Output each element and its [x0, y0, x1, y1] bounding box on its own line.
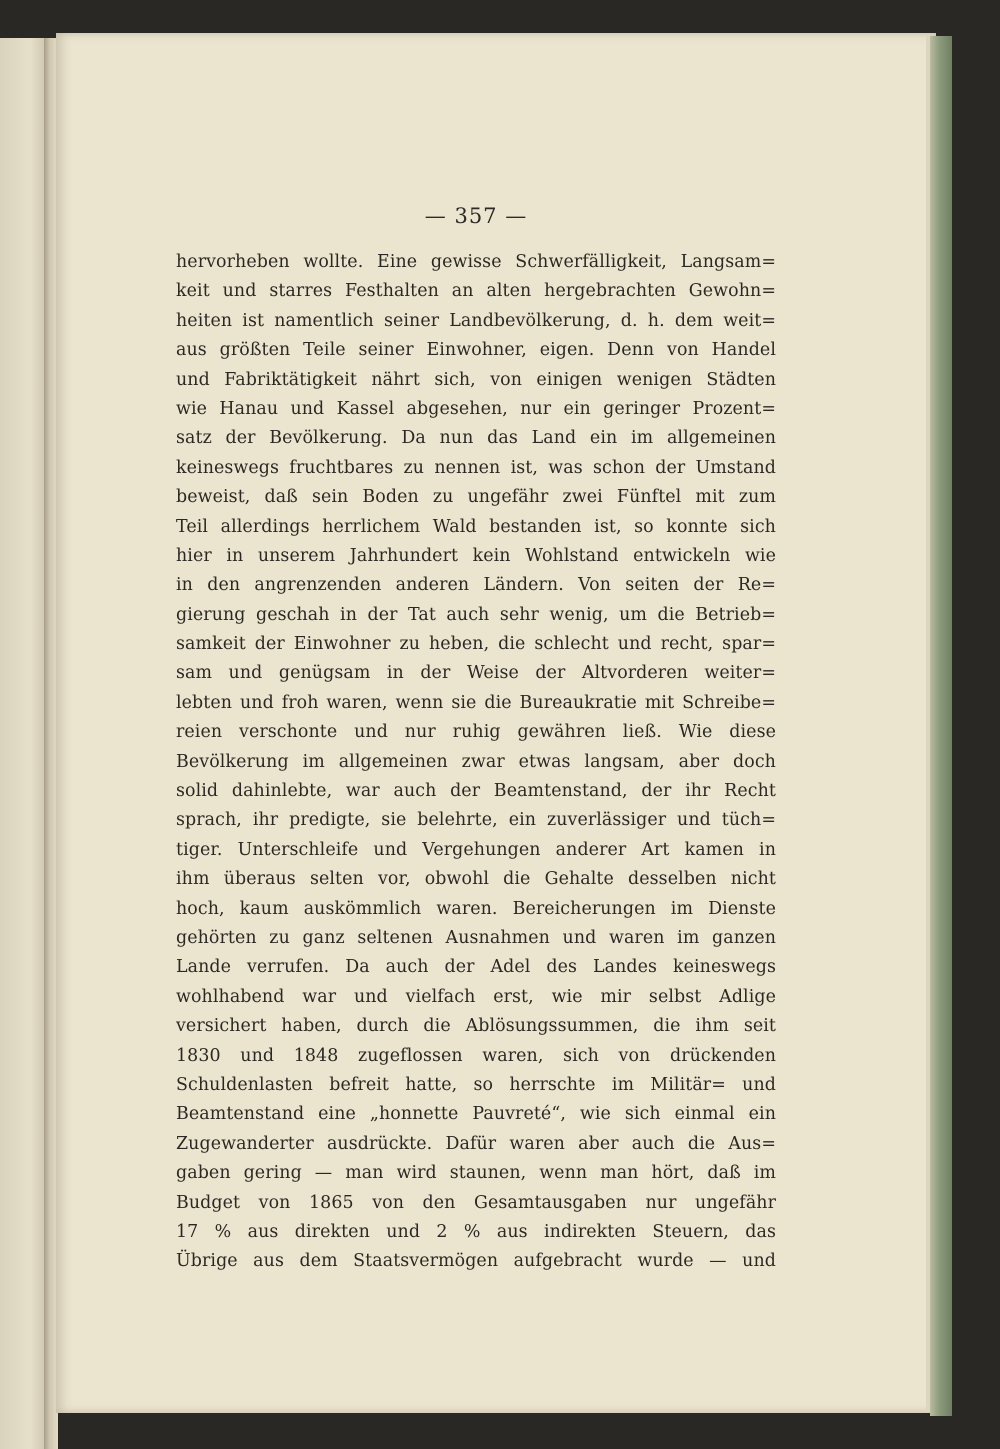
- text-line: Schuldenlasten befreit hatte, so herrschte im Militär= und: [176, 1074, 776, 1095]
- body-text: [176, 248, 776, 1277]
- text-line: heiten ist namentlich seiner Landbevölkerung, d. h. dem weit=: [176, 310, 776, 331]
- text-line: hervorheben wollte. Eine gewisse Schwerfälligkeit, Langsam=: [176, 252, 776, 272]
- text-line: Lande verrufen. Da auch der Adel des Landes keineswegs: [176, 957, 776, 978]
- text-line: ihm überaus selten vor, obwohl die Gehalte desselben nicht: [176, 869, 776, 890]
- left-page-edge: [0, 38, 50, 1449]
- text-line: gehörten zu ganz seltenen Ausnahmen und waren im ganzen: [176, 927, 776, 948]
- text-line: lebten und froh waren, wenn sie die Bureaukratie mit Schreibe=: [176, 692, 776, 713]
- text-line: Budget von 1865 von den Gesamtausgaben nur ungefähr: [176, 1192, 776, 1213]
- text-line: 17 % aus direkten und 2 % aus indirekten Steuern, das: [176, 1221, 776, 1242]
- text-line: hier in unserem Jahrhundert kein Wohlstand entwickeln wie: [176, 545, 776, 566]
- text-line: aus größten Teile seiner Einwohner, eigen. Denn von Handel: [176, 340, 776, 361]
- page-number-header: — 357 —: [424, 204, 528, 228]
- text-line: beweist, daß sein Boden zu ungefähr zwei Fünftel mit zum: [176, 487, 776, 508]
- text-line: gaben gering — man wird staunen, wenn man hört, daß im: [176, 1163, 776, 1184]
- text-line: gierung geschah in der Tat auch sehr wenig, um die Betrieb=: [176, 604, 776, 625]
- text-line: Zugewanderter ausdrückte. Dafür waren aber auch die Aus=: [176, 1133, 776, 1154]
- text-line: in den angrenzenden anderen Ländern. Von seiten der Re=: [176, 575, 776, 596]
- text-line: Übrige aus dem Staatsvermögen aufgebracht wurde — und: [176, 1251, 776, 1272]
- text-line: hoch, kaum auskömmlich waren. Bereicherungen im Dienste: [176, 898, 776, 919]
- text-line: keineswegs fruchtbares zu nennen ist, was schon der Umstand: [176, 457, 776, 478]
- text-line: solid dahinlebte, war auch der Beamtenstand, der ihr Recht: [176, 781, 776, 802]
- text-line: Teil allerdings herrlichem Wald bestanden ist, so konnte sich: [176, 516, 776, 537]
- text-line: versichert haben, durch die Ablösungssummen, die ihm seit: [176, 1016, 776, 1037]
- text-line: satz der Bevölkerung. Da nun das Land ein im allgemeinen: [176, 428, 776, 449]
- text-line: sam und genügsam in der Weise der Altvorderen weiter=: [176, 663, 776, 684]
- text-line: Beamtenstand eine „honnette Pauvreté“, wie sich einmal ein: [176, 1104, 776, 1125]
- text-line: wohlhabend war und vielfach erst, wie mir selbst Adlige: [176, 986, 776, 1007]
- text-line: sprach, ihr predigte, sie belehrte, ein zuverlässiger und tüch=: [176, 810, 776, 831]
- text-line: reien verschonte und nur ruhig gewähren ließ. Wie diese: [176, 722, 776, 743]
- text-line: 1830 und 1848 zugeflossen waren, sich von drückenden: [176, 1045, 776, 1066]
- text-line: Bevölkerung im allgemeinen zwar etwas langsam, aber doch: [176, 751, 776, 772]
- text-line: keit und starres Festhalten an alten hergebrachten Gewohn=: [176, 281, 776, 302]
- text-line: samkeit der Einwohner zu heben, die schlecht und recht, spar=: [176, 634, 776, 655]
- book-cover-edge: [930, 36, 952, 1416]
- text-line: und Fabriktätigkeit nährt sich, von einigen wenigen Städten: [176, 369, 776, 390]
- text-line: wie Hanau und Kassel abgesehen, nur ein geringer Prozent=: [176, 398, 776, 419]
- text-line: tiger. Unterschleife und Vergehungen anderer Art kamen in: [176, 839, 776, 860]
